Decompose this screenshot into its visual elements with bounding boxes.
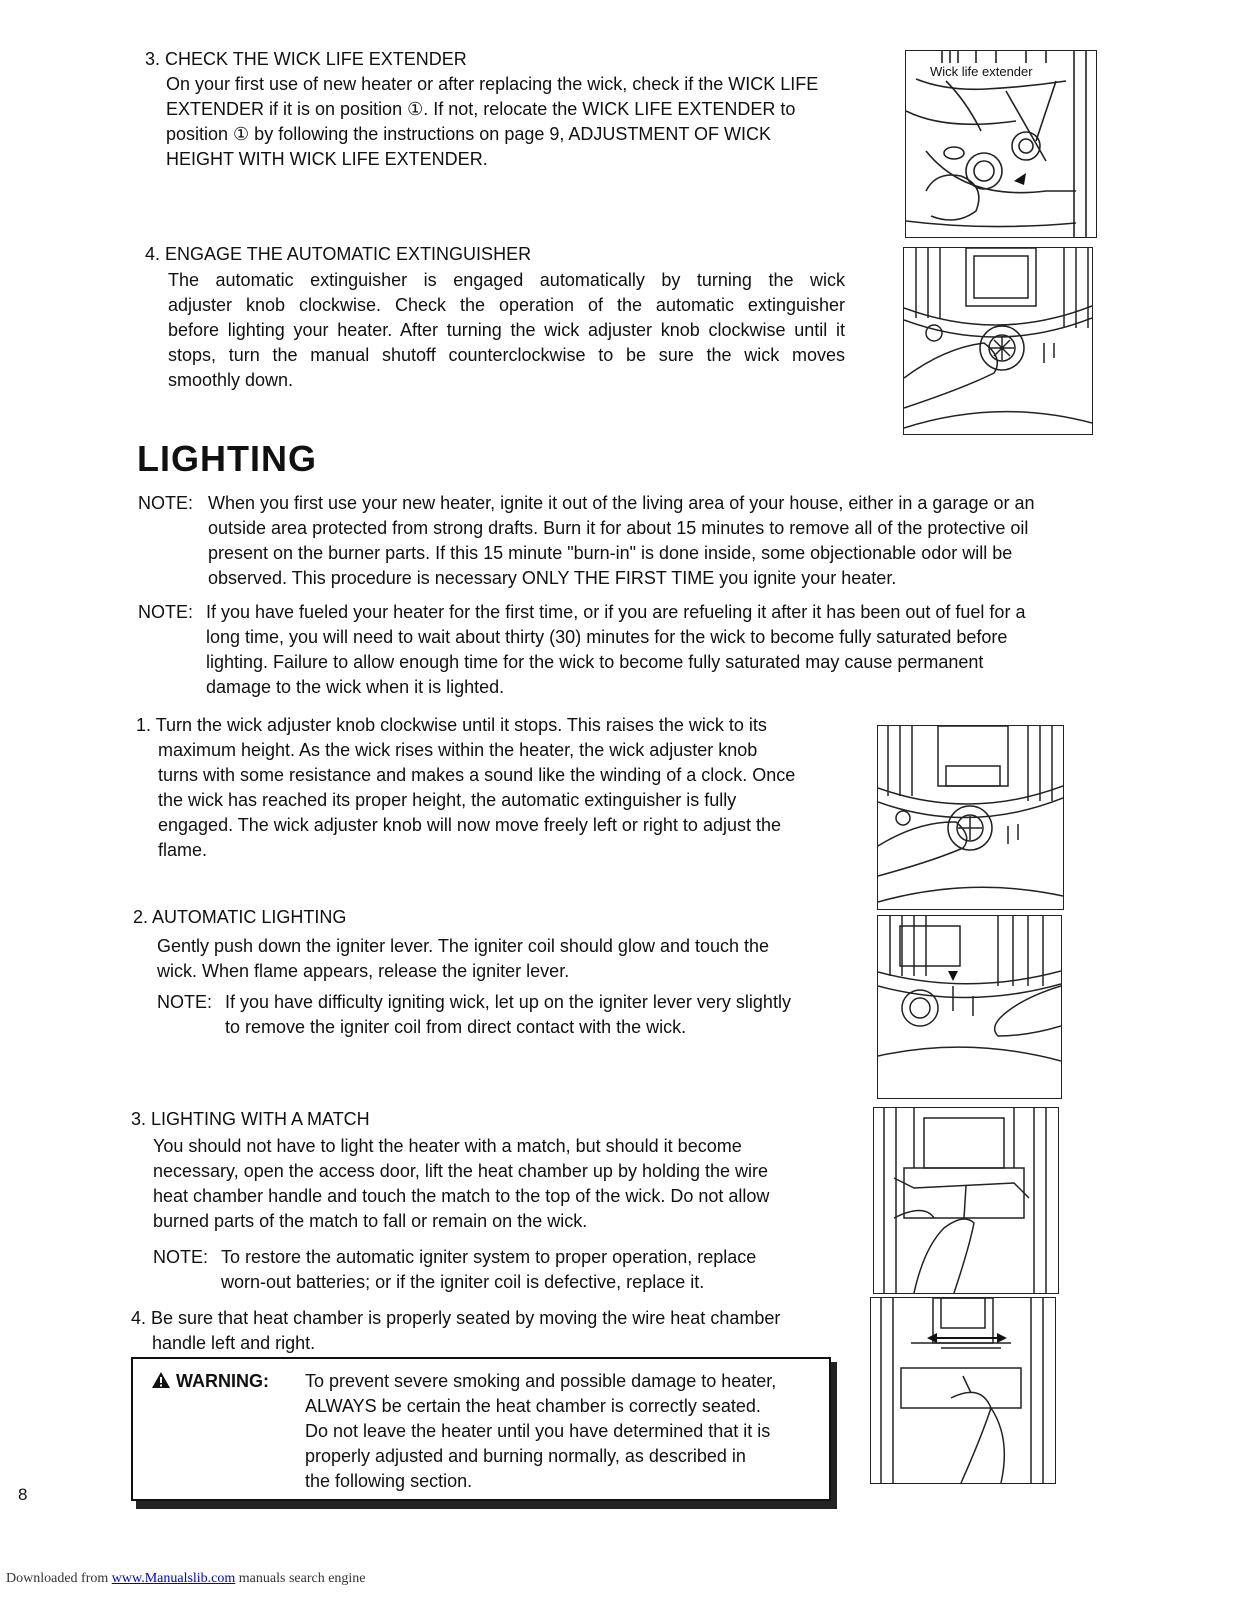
wick-life-extender-illustration xyxy=(906,51,1096,237)
igniter-lever-illustration xyxy=(878,916,1061,1098)
heat-chamber-handle-illustration xyxy=(871,1298,1055,1483)
lighting-with-match-figure xyxy=(873,1107,1059,1294)
note-line: When you first use your new heater, ignite it out of the living area of your house, either in a garage or an xyxy=(208,493,1035,513)
lighting-note-1 xyxy=(138,491,1078,595)
automatic-lighting-heading: 2. AUTOMATIC LIGHTING xyxy=(133,907,347,927)
step-line: You should not have to light the heater with a match, but should it become xyxy=(153,1136,742,1156)
warning-label: WARNING: xyxy=(176,1371,270,1391)
note-line: long time, you will need to wait about thirty (30) minutes for the wick to become fully saturated before xyxy=(206,627,1008,647)
warning-line: Do not leave the heater until you have determined that it is xyxy=(305,1421,771,1441)
note-line: damage to the wick when it is lighted. xyxy=(206,677,505,697)
step4-body xyxy=(168,268,845,393)
note-label: NOTE: xyxy=(138,602,194,622)
note-line: worn-out batteries; or if the igniter coil is defective, replace it. xyxy=(221,1272,705,1292)
footer-suffix: manuals search engine xyxy=(235,1571,366,1586)
heat-chamber-handle-figure xyxy=(870,1297,1056,1484)
lighting-with-match-body xyxy=(153,1134,833,1234)
lighting-step-1 xyxy=(136,713,838,863)
lighting-with-match-note xyxy=(153,1245,833,1299)
step-line: wick. When flame appears, release the igniter lever. xyxy=(157,961,570,981)
extinguisher-knob-illustration xyxy=(904,248,1092,434)
warning-line: ALWAYS be certain the heat chamber is correctly seated. xyxy=(305,1396,761,1416)
warning-line: properly adjusted and burning normally, as described in xyxy=(305,1446,746,1466)
wick-adjuster-knob-figure xyxy=(877,725,1064,910)
note-line: If you have difficulty igniting wick, let up on the igniter lever very slightly xyxy=(225,992,791,1012)
step-line: necessary, open the access door, lift the heat chamber up by holding the wire xyxy=(153,1161,769,1181)
warning-line: the following section. xyxy=(305,1471,473,1491)
step3-body xyxy=(166,72,846,172)
step-line: the wick has reached its proper height, the automatic extinguisher is fully xyxy=(158,790,737,810)
step3-heading: 3. CHECK THE WICK LIFE EXTENDER xyxy=(145,49,467,69)
step-line: 4. Be sure that heat chamber is properly seated by moving the wire heat chamber xyxy=(131,1308,781,1328)
warning-label-group xyxy=(151,1369,269,1396)
step-line: handle left and right. xyxy=(152,1333,316,1353)
step-line: Gently push down the igniter lever. The igniter coil should glow and touch the xyxy=(157,936,770,956)
warning-text xyxy=(305,1369,810,1494)
step-line: turns with some resistance and makes a sound like the winding of a clock. Once xyxy=(158,765,796,785)
step4-line: adjuster knob clockwise. Check the operation of the automatic extinguisher xyxy=(168,295,845,315)
step-line: burned parts of the match to fall or remain on the wick. xyxy=(153,1211,588,1231)
warning-box xyxy=(131,1357,831,1501)
note-line: to remove the igniter coil from direct contact with the wick. xyxy=(225,1017,687,1037)
lighting-step-4 xyxy=(131,1306,833,1356)
automatic-lighting-body xyxy=(157,934,837,984)
step-line: 1. Turn the wick adjuster knob clockwise until it stops. This raises the wick to its xyxy=(136,715,767,735)
wick-adjuster-knob-illustration xyxy=(878,726,1063,909)
lighting-title: LIGHTING xyxy=(137,438,317,479)
note-label: NOTE: xyxy=(157,992,213,1012)
note-line: observed. This procedure is necessary ONLY THE FIRST TIME you ignite your heater. xyxy=(208,568,897,588)
note-line: lighting. Failure to allow enough time for the wick to become fully saturated may cause permanent xyxy=(206,652,984,672)
step3-line: position ① by following the instructions on page 9, ADJUSTMENT OF WICK xyxy=(166,124,772,144)
lighting-note-2 xyxy=(138,600,1078,704)
step-line: maximum height. As the wick rises within the heater, the wick adjuster knob xyxy=(158,740,758,760)
note-label: NOTE: xyxy=(138,493,194,513)
warning-triangle-icon xyxy=(151,1371,171,1396)
step-line: heat chamber handle and touch the match to the top of the wick. Do not allow xyxy=(153,1186,770,1206)
step4-line: smoothly down. xyxy=(168,370,294,390)
step4-line: The automatic extinguisher is engaged automatically by turning the wick xyxy=(168,270,845,290)
manualslib-link[interactable]: www.Manualslib.com xyxy=(111,1571,236,1586)
wick-life-extender-label: Wick life extender xyxy=(930,64,1033,79)
step-line: flame. xyxy=(158,840,208,860)
automatic-lighting-note xyxy=(157,990,837,1044)
igniter-lever-figure xyxy=(877,915,1062,1099)
warning-line: To prevent severe smoking and possible damage to heater, xyxy=(305,1371,777,1391)
wick-life-extender-figure xyxy=(905,50,1097,238)
step4-line: before lighting your heater. After turning the wick adjuster knob clockwise until it xyxy=(168,320,845,340)
lighting-with-match-heading: 3. LIGHTING WITH A MATCH xyxy=(131,1109,370,1129)
note-label: NOTE: xyxy=(153,1247,209,1267)
download-footer xyxy=(6,1571,366,1587)
footer-prefix: Downloaded from xyxy=(6,1571,112,1586)
note-line: outside area protected from strong drafts. Burn it for about 15 minutes to remove all of the protective oil xyxy=(208,518,1029,538)
note-line: present on the burner parts. If this 15 minute "burn-in" is done inside, some objectionable odor will be xyxy=(208,543,1013,563)
step4-line: stops, turn the manual shutoff counterclockwise to be sure the wick moves xyxy=(168,345,845,365)
note-line: If you have fueled your heater for the first time, or if you are refueling it after it has been out of fuel for a xyxy=(206,602,1026,622)
step3-line: EXTENDER if it is on position ①. If not, relocate the WICK LIFE EXTENDER to xyxy=(166,99,796,119)
step3-line: HEIGHT WITH WICK LIFE EXTENDER. xyxy=(166,149,488,169)
step3-line: On your first use of new heater or after replacing the wick, check if the WICK LIFE xyxy=(166,74,819,94)
note-line: To restore the automatic igniter system to proper operation, replace xyxy=(221,1247,757,1267)
page-number: 8 xyxy=(18,1485,28,1504)
step-line: engaged. The wick adjuster knob will now move freely left or right to adjust the xyxy=(158,815,781,835)
extinguisher-knob-figure xyxy=(903,247,1093,435)
lighting-with-match-illustration xyxy=(874,1108,1058,1293)
step4-heading: 4. ENGAGE THE AUTOMATIC EXTINGUISHER xyxy=(145,244,532,264)
